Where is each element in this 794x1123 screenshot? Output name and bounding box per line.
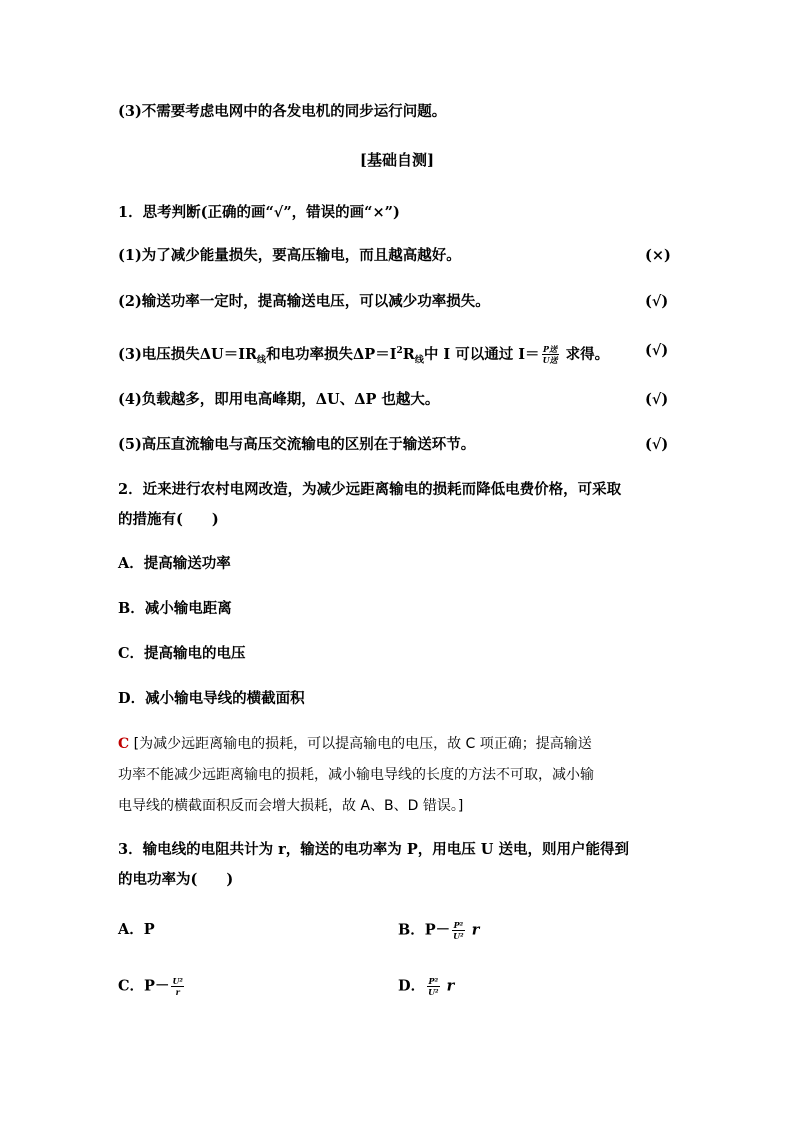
- fraction-numerator: P²: [428, 976, 439, 986]
- q3-option-d-prefix: D．: [398, 977, 426, 995]
- q1-item-2: (2)输送功率一定时，提高输送电压，可以减少功率损失。: [118, 293, 490, 310]
- carryover-line: (3)不需要考虑电网中的各发电机的同步运行问题。: [118, 103, 447, 120]
- q3-option-d-fraction: [427, 976, 439, 997]
- q2-answer-text-1: [为减少远距离输电的损耗，可以提高输电的电压，故 C 项正确；提高输送: [133, 736, 592, 752]
- q1-item-3-part-e: 求得。: [560, 345, 610, 363]
- q3-option-c-prefix: C．P－: [118, 977, 170, 995]
- q3-stem-line-1: 3．输电线的电阻共计为 r，输送的电功率为 P，用电压 U 送电，则用户能得到: [118, 841, 629, 858]
- q2-option-c: C．提高输电的电压: [118, 645, 246, 662]
- q1-item-5-mark: (√): [645, 436, 669, 453]
- q1-item-3: [118, 341, 609, 371]
- fraction-numerator: U²: [172, 976, 183, 986]
- q1-item-3-sup: 2: [396, 346, 403, 356]
- q3-option-b: [398, 920, 479, 941]
- q1-item-3-part-b: 和电功率损失ΔP＝I: [266, 345, 397, 363]
- q1-item-2-mark: (√): [645, 293, 669, 310]
- q1-item-4: (4)负载越多，即用电高峰期，ΔU、ΔP 也越大。: [118, 391, 440, 408]
- q3-option-d-suffix: r: [441, 977, 455, 995]
- q2-answer-line-1: [118, 734, 592, 754]
- section-title: [基础自测]: [359, 151, 435, 169]
- q1-item-3-fraction: [542, 344, 559, 365]
- q3-option-d: [398, 976, 454, 997]
- q2-stem-line-2: 的措施有( ): [118, 511, 219, 528]
- q1-item-3-part-d: 中 I 可以通过 I＝: [423, 345, 540, 363]
- fraction-numerator: P送: [543, 344, 558, 355]
- fraction-numerator: P²: [453, 920, 464, 930]
- fraction-denominator: U送: [542, 355, 558, 366]
- q1-item-3-sub-1: 线: [257, 355, 267, 366]
- q1-item-3-part-a: (3)电压损失ΔU＝IR: [118, 345, 258, 363]
- fraction-denominator: U²: [428, 987, 439, 997]
- q1-item-4-mark: (√): [645, 391, 669, 408]
- fraction-denominator: U²: [453, 931, 464, 941]
- q3-option-b-suffix: r: [466, 921, 480, 939]
- fraction-denominator: r: [175, 987, 180, 997]
- q1-item-3-sub-2: 线: [414, 355, 424, 366]
- q3-option-b-prefix: B．P－: [398, 921, 451, 939]
- q1-item-5: (5)高压直流输电与高压交流输电的区别在于输送环节。: [118, 436, 476, 453]
- q2-option-b: B．减小输电距离: [118, 600, 232, 617]
- q1-item-3-mark: (√): [645, 342, 669, 359]
- q1-item-3-part-c: R: [402, 345, 415, 363]
- q3-option-b-fraction: [452, 920, 464, 941]
- q2-answer-line-2: 功率不能减少远距离输电的损耗，减小输电导线的长度的方法不可取，减小输: [118, 767, 594, 783]
- q1-item-1: (1)为了减少能量损失，要高压输电，而且越高越好。: [118, 247, 461, 264]
- q1-stem: 1．思考判断(正确的画“√”，错误的画“×”): [118, 204, 400, 221]
- q3-option-a: A．P: [118, 921, 155, 938]
- q2-option-a: A．提高输送功率: [118, 555, 231, 572]
- q3-option-c-fraction: [171, 976, 183, 997]
- q3-stem-line-2: 的电功率为( ): [118, 871, 234, 888]
- q2-answer-line-3: 电导线的横截面积反而会增大损耗，故 A、B、D 错误。]: [118, 798, 464, 814]
- q3-option-c: [118, 976, 186, 997]
- q1-item-1-mark: (×): [645, 247, 671, 264]
- q2-answer-letter: C: [118, 736, 130, 752]
- q2-stem-line-1: 2．近来进行农村电网改造，为减少远距离输电的损耗而降低电费价格，可采取: [118, 481, 622, 498]
- q2-option-d: D．减小输电导线的横截面积: [118, 690, 305, 707]
